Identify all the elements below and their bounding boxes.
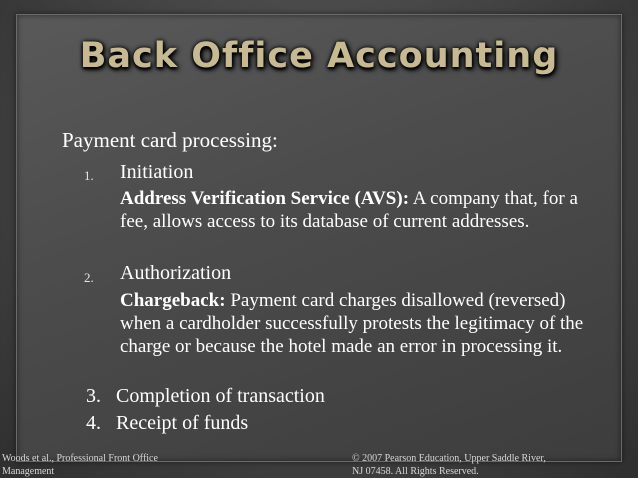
chargeback-text: Payment card charges disallowed (reversed) when a cardholder successfully protests the legitimacy of the charge or because the hotel made an error in processing it. — [120, 290, 584, 357]
list-number-4: 4. — [86, 412, 101, 434]
avs-definition — [120, 187, 590, 233]
chargeback-term: Chargeback: — [120, 290, 226, 311]
list-item-4-label: Receipt of funds — [116, 412, 249, 434]
list-number-1: 1. — [84, 168, 94, 183]
list-number-3: 3. — [86, 385, 101, 407]
footer-copyright — [352, 452, 546, 478]
list-item-1 — [84, 162, 94, 188]
chargeback-definition — [120, 289, 590, 358]
slide-title: Back Office Accounting — [79, 36, 559, 76]
footer-right-line1: © 2007 Pearson Education, Upper Saddle River, — [352, 453, 546, 464]
section-heading: Payment card processing: — [62, 128, 278, 152]
footer-left-line2: Management — [2, 466, 55, 477]
footer-left-line1: Woods et al., Professional Front Office — [2, 453, 158, 464]
list-item-3-label: Completion of transaction — [116, 385, 325, 407]
avs-term: Address Verification Service (AVS): — [120, 188, 410, 209]
list-item-2 — [84, 264, 94, 290]
list-item-1-label: Initiation — [120, 161, 194, 183]
footer-right-line2: NJ 07458. All Rights Reserved. — [352, 466, 479, 477]
list-item-2-label: Authorization — [120, 262, 232, 284]
list-number-2: 2. — [84, 270, 94, 285]
avs-text: A company that, for a fee, allows access to its database of current addresses. — [120, 188, 578, 232]
footer-citation — [2, 452, 158, 478]
